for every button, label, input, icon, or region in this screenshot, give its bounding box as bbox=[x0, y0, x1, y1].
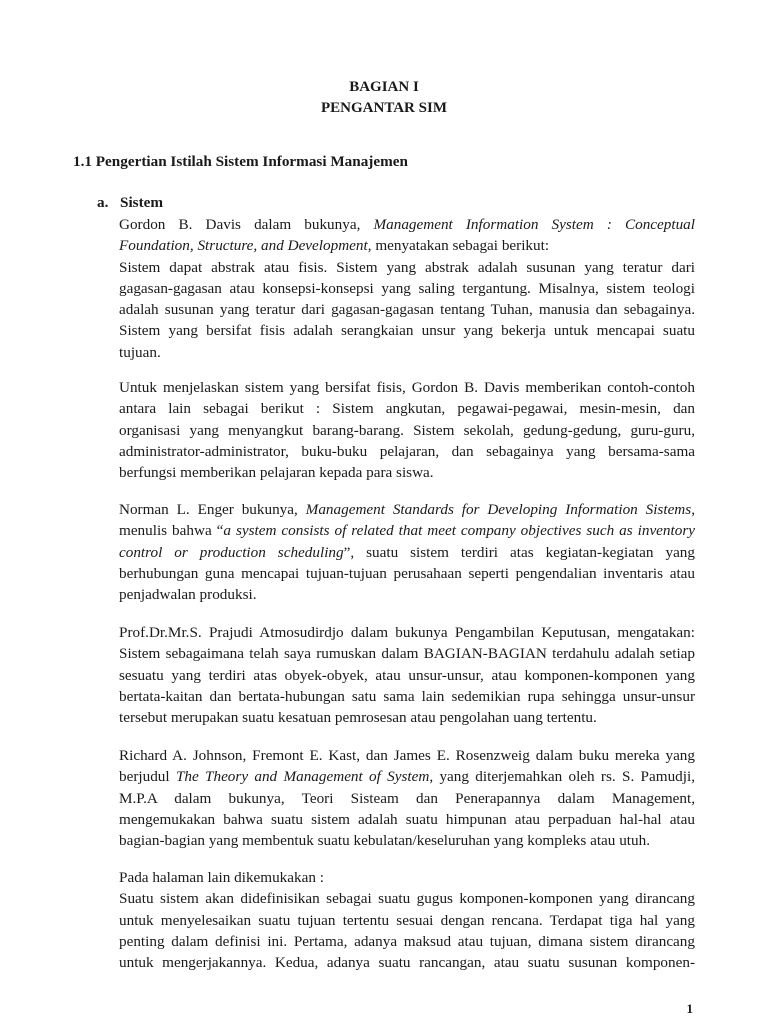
text-run: menulis bahwa “ bbox=[119, 522, 224, 540]
text-run: Norman L. Enger bukunya, bbox=[119, 501, 306, 518]
text-run: Gordon B. Davis dalam bukunya, bbox=[119, 216, 374, 233]
italic-text: a system consists of related that meet company objectives such as inventory bbox=[223, 522, 695, 540]
text-run: adalah susunan yang teratur dari gagasan-gagasan tentang Tuhan, manusia dan sebagainya. bbox=[119, 301, 695, 319]
text-run: penting dalam definisi ini. Pertama, adanya maksud atau tujuan, dimana sistem dirancang bbox=[119, 932, 695, 950]
text-run: Untuk menjelaskan sistem yang bersifat fisis, Gordon B. Davis memberikan contoh-contoh bbox=[119, 379, 695, 396]
text-run: bertata-kaitan dan bertata-hubungan satu sama lain sedemikian rupa sehingga unsur-unsur bbox=[119, 687, 695, 705]
text-line bbox=[119, 299, 695, 320]
text-line bbox=[119, 830, 695, 851]
text-run: Sistem yang bersifat fisis adalah serangkaian unsur yang bekerja untuk mencapai suatu bbox=[119, 322, 695, 340]
text-run: antara lain sebagai berikut : Sistem angkutan, pegawai-pegawai, mesin-mesin, dan bbox=[119, 400, 695, 418]
text-run: Sistem dapat abstrak atau fisis. Sistem yang abstrak adalah susunan yang teratur dari bbox=[119, 258, 695, 276]
text-line bbox=[119, 214, 695, 235]
text-line bbox=[119, 643, 695, 664]
text-run: berhubungan guna mencapai tujuan-tujuan perusahaan seperti pengendalian inventaris atau bbox=[119, 564, 695, 582]
text-line bbox=[119, 686, 695, 707]
text-run: berfungsi memberikan pelajaran kepada para siswa. bbox=[119, 464, 434, 482]
text-run: Pada halaman lain dikemukakan : bbox=[119, 869, 324, 886]
text-run: sesuatu yang terdiri atas obyek-obyek, atau unsur-unsur, atau komponen-komponen yang bbox=[119, 666, 695, 684]
text-line bbox=[119, 520, 695, 541]
text-run: mengemukakan bahwa suatu sistem adalah suatu himpunan atau perpaduan hal-hal atau bbox=[119, 810, 695, 828]
italic-text: Management Information System : Conceptual bbox=[373, 216, 695, 233]
text-run: , menyatakan sebagai berikut: bbox=[367, 237, 550, 255]
text-line bbox=[119, 563, 695, 584]
chapter-label: BAGIAN I bbox=[349, 79, 419, 95]
section-heading: 1.1 Pengertian Istilah Sistem Informasi Manajemen bbox=[73, 153, 408, 170]
text-run: Prof.Dr.Mr.S. Prajudi Atmosudirdjo dalam bukunya Pengambilan Keputusan, mengatakan: bbox=[119, 624, 695, 641]
text-line bbox=[119, 707, 695, 728]
text-line bbox=[119, 377, 695, 398]
text-run: gagasan-gagasan atau konsepsi-konsepsi yang saling tergantung. Misalnya, sistem teologi bbox=[119, 279, 695, 297]
paragraph-atmosudirdjo bbox=[119, 622, 695, 728]
text-line bbox=[119, 584, 695, 605]
text-run: untuk menyelesaikan suatu tujuan tertentu sesuai dengan rencana. Terdapat tiga hal yang bbox=[119, 911, 695, 929]
text-line bbox=[119, 398, 695, 419]
text-line bbox=[119, 235, 695, 256]
text-line bbox=[119, 931, 695, 952]
chapter-title: PENGANTAR SIM bbox=[321, 100, 447, 116]
text-line bbox=[119, 420, 695, 441]
text-run: Suatu sistem akan didefinisikan sebagai suatu gugus komponen-komponen yang dirancang bbox=[119, 890, 695, 908]
subsection-heading bbox=[97, 194, 163, 212]
text-line bbox=[119, 952, 695, 973]
paragraph-davis-examples bbox=[119, 377, 695, 483]
subsection-title: Sistem bbox=[120, 194, 164, 211]
text-line bbox=[119, 342, 695, 363]
text-line bbox=[119, 809, 695, 830]
text-run: penjadwalan produksi. bbox=[119, 586, 257, 604]
text-line bbox=[119, 745, 695, 766]
text-run: tersebut merupakan suatu kesatuan pemrosesan atau pengolahan uang tertentu. bbox=[119, 709, 597, 727]
text-run: Sistem sebagaimana telah saya rumuskan dalam BAGIAN-BAGIAN terdahulu adalah setiap bbox=[119, 645, 695, 663]
text-line bbox=[119, 320, 695, 341]
text-run: , yang diterjemahkan oleh rs. S. Pamudji, bbox=[429, 768, 695, 786]
paragraph-enger bbox=[119, 499, 695, 605]
page-number: 1 bbox=[686, 1001, 693, 1016]
text-run: Richard A. Johnson, Fremont E. Kast, dan James E. Rosenzweig dalam buku mereka yang bbox=[119, 747, 695, 764]
text-line bbox=[119, 462, 695, 483]
text-line bbox=[119, 499, 695, 520]
text-run: untuk mengerjakannya. Kedua, adanya suatu rancangan, atau suatu susunan komponen- bbox=[119, 954, 695, 972]
text-run: organisasi yang menyangkut barang-barang. Sistem sekolah, gedung-gedung, guru-guru, bbox=[119, 421, 695, 439]
paragraph-johnson-kast-rosenzweig bbox=[119, 745, 695, 851]
text-run: bagian-bagian yang membentuk suatu kebulatan/keseluruhan yang kompleks atau utuh. bbox=[119, 832, 650, 850]
italic-text: Foundation, Structure, and Development bbox=[119, 237, 368, 255]
text-run: tujuan. bbox=[119, 343, 161, 361]
text-line bbox=[119, 665, 695, 686]
text-line bbox=[119, 257, 695, 278]
text-run: administrator-administrator, buku-buku pelajaran, dan sebagainya yang bersama-sama bbox=[119, 442, 695, 460]
text-run: berjudul bbox=[119, 768, 176, 786]
text-line bbox=[119, 910, 695, 931]
text-line bbox=[119, 867, 695, 888]
italic-text: The Theory and Management of System bbox=[175, 768, 430, 786]
text-line bbox=[119, 441, 695, 462]
text-line bbox=[119, 622, 695, 643]
text-run: ”, suatu sistem terdiri atas kegiatan-kegiatan yang bbox=[343, 543, 695, 561]
text-line bbox=[119, 542, 695, 563]
italic-text: Management Standards for Developing Information Sistems bbox=[305, 501, 692, 518]
text-run: , bbox=[691, 501, 695, 518]
paragraph-other-page-definition bbox=[119, 867, 695, 973]
text-line bbox=[119, 888, 695, 909]
text-line bbox=[119, 278, 695, 299]
text-line bbox=[119, 788, 695, 809]
text-line bbox=[119, 766, 695, 787]
subsection-label: a. bbox=[97, 194, 109, 211]
paragraph-davis bbox=[119, 214, 695, 363]
text-run: M.P.A dalam bukunya, Teori Sisteam dan Penerapannya dalam Management, bbox=[119, 789, 695, 807]
italic-text: control or production scheduling bbox=[119, 543, 344, 561]
